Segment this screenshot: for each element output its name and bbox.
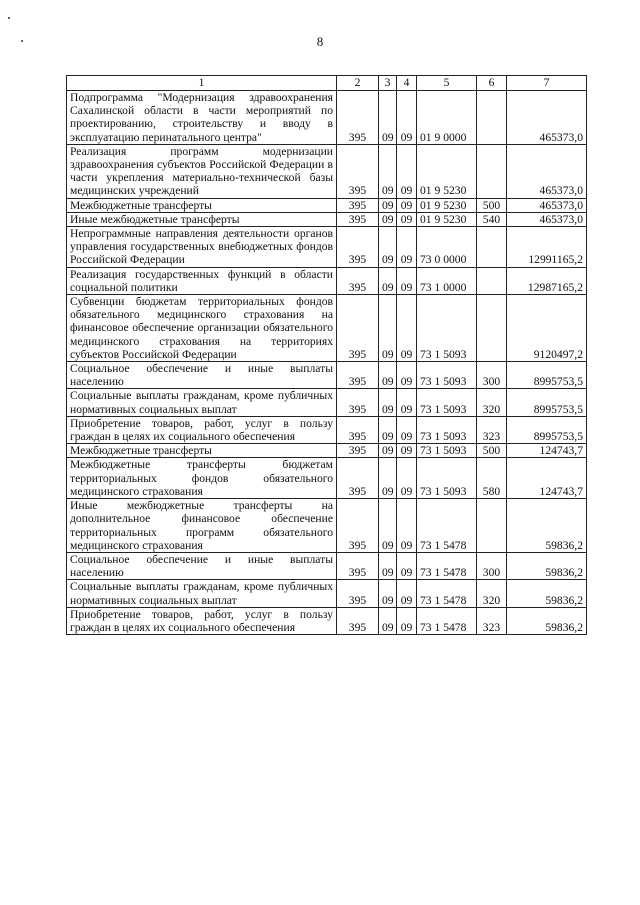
row-amount-cell: 465373,0 <box>507 212 587 226</box>
row-expense-type-cell <box>477 91 507 145</box>
row-expense-type-cell: 500 <box>477 444 507 458</box>
row-amount-cell: 59836,2 <box>507 552 587 579</box>
row-grbs-cell: 395 <box>337 362 379 389</box>
row-name-cell: Иные межбюджетные трансферты <box>67 212 337 226</box>
row-expense-type-cell: 300 <box>477 362 507 389</box>
header-col-4: 4 <box>397 76 417 91</box>
row-section-cell: 09 <box>379 416 397 443</box>
row-expense-type-cell <box>477 295 507 362</box>
row-name-cell: Приобретение товаров, работ, услуг в пользу граждан в целях их социального обеспечения <box>67 416 337 443</box>
row-amount-cell: 8995753,5 <box>507 389 587 416</box>
row-amount-cell: 12991165,2 <box>507 227 587 268</box>
table-row <box>67 389 587 416</box>
row-grbs-cell: 395 <box>337 444 379 458</box>
row-name-cell: Реализация программ модернизации здравоохранения субъектов Российской Федерации в части укрепления материально-технической базы медицинских учреждений <box>67 144 337 198</box>
header-col-6: 6 <box>477 76 507 91</box>
table-row <box>67 295 587 362</box>
row-subsection-cell: 09 <box>397 389 417 416</box>
row-grbs-cell: 395 <box>337 607 379 634</box>
row-grbs-cell: 395 <box>337 458 379 499</box>
row-subsection-cell: 09 <box>397 552 417 579</box>
row-name-cell: Межбюджетные трансферты <box>67 198 337 212</box>
row-amount-cell: 12987165,2 <box>507 267 587 294</box>
row-amount-cell: 465373,0 <box>507 91 587 145</box>
row-amount-cell: 8995753,5 <box>507 416 587 443</box>
row-grbs-cell: 395 <box>337 295 379 362</box>
header-col-2: 2 <box>337 76 379 91</box>
row-subsection-cell: 09 <box>397 499 417 553</box>
row-grbs-cell: 395 <box>337 552 379 579</box>
row-section-cell: 09 <box>379 227 397 268</box>
header-col-5: 5 <box>417 76 477 91</box>
row-target-article-cell: 73 0 0000 <box>417 227 477 268</box>
row-target-article-cell: 73 1 5478 <box>417 607 477 634</box>
row-grbs-cell: 395 <box>337 91 379 145</box>
row-expense-type-cell: 320 <box>477 580 507 607</box>
row-expense-type-cell: 300 <box>477 552 507 579</box>
row-section-cell: 09 <box>379 212 397 226</box>
row-target-article-cell: 01 9 5230 <box>417 212 477 226</box>
row-grbs-cell: 395 <box>337 198 379 212</box>
row-subsection-cell: 09 <box>397 227 417 268</box>
row-target-article-cell: 73 1 5093 <box>417 389 477 416</box>
row-grbs-cell: 395 <box>337 580 379 607</box>
row-grbs-cell: 395 <box>337 227 379 268</box>
table-header-row <box>67 76 587 91</box>
table-row <box>67 91 587 145</box>
row-grbs-cell: 395 <box>337 267 379 294</box>
row-expense-type-cell: 320 <box>477 389 507 416</box>
row-amount-cell: 8995753,5 <box>507 362 587 389</box>
row-amount-cell: 59836,2 <box>507 607 587 634</box>
row-section-cell: 09 <box>379 91 397 145</box>
table-row <box>67 416 587 443</box>
row-grbs-cell: 395 <box>337 212 379 226</box>
row-amount-cell: 124743,7 <box>507 444 587 458</box>
row-target-article-cell: 73 1 5478 <box>417 552 477 579</box>
row-amount-cell: 124743,7 <box>507 458 587 499</box>
row-subsection-cell: 09 <box>397 444 417 458</box>
row-target-article-cell: 73 1 5093 <box>417 295 477 362</box>
row-target-article-cell: 73 1 0000 <box>417 267 477 294</box>
row-grbs-cell: 395 <box>337 499 379 553</box>
row-name-cell: Социальные выплаты гражданам, кроме публичных нормативных социальных выплат <box>67 580 337 607</box>
row-expense-type-cell: 323 <box>477 607 507 634</box>
table-row <box>67 144 587 198</box>
row-amount-cell: 465373,0 <box>507 198 587 212</box>
page-number: 8 <box>316 34 324 49</box>
row-target-article-cell: 73 1 5478 <box>417 580 477 607</box>
table-body <box>67 76 587 635</box>
header-col-7: 7 <box>507 76 587 91</box>
row-target-article-cell: 73 1 5093 <box>417 458 477 499</box>
table-row <box>67 212 587 226</box>
row-section-cell: 09 <box>379 144 397 198</box>
row-expense-type-cell <box>477 499 507 553</box>
table-row <box>67 198 587 212</box>
row-name-cell: Социальное обеспечение и иные выплаты населению <box>67 362 337 389</box>
row-subsection-cell: 09 <box>397 295 417 362</box>
row-target-article-cell: 73 1 5093 <box>417 444 477 458</box>
row-amount-cell: 9120497,2 <box>507 295 587 362</box>
row-target-article-cell: 01 9 5230 <box>417 144 477 198</box>
row-name-cell: Подпрограмма "Модернизация здравоохранения Сахалинской области в части мероприятий по проектированию, строительству и вводу в эксплуатацию перинатального центра" <box>67 91 337 145</box>
row-subsection-cell: 09 <box>397 607 417 634</box>
row-grbs-cell: 395 <box>337 416 379 443</box>
row-grbs-cell: 395 <box>337 144 379 198</box>
row-expense-type-cell <box>477 144 507 198</box>
scan-speck-1 <box>8 17 10 19</box>
row-section-cell: 09 <box>379 607 397 634</box>
row-expense-type-cell: 540 <box>477 212 507 226</box>
row-section-cell: 09 <box>379 458 397 499</box>
row-section-cell: 09 <box>379 295 397 362</box>
row-name-cell: Приобретение товаров, работ, услуг в пользу граждан в целях их социального обеспечения <box>67 607 337 634</box>
header-col-3: 3 <box>379 76 397 91</box>
table-row <box>67 458 587 499</box>
row-subsection-cell: 09 <box>397 362 417 389</box>
table-row <box>67 267 587 294</box>
row-name-cell: Реализация государственных функций в области социальной политики <box>67 267 337 294</box>
row-amount-cell: 465373,0 <box>507 144 587 198</box>
row-target-article-cell: 73 1 5093 <box>417 416 477 443</box>
row-section-cell: 09 <box>379 198 397 212</box>
budget-table <box>66 75 587 635</box>
row-target-article-cell: 01 9 5230 <box>417 198 477 212</box>
row-subsection-cell: 09 <box>397 198 417 212</box>
row-subsection-cell: 09 <box>397 91 417 145</box>
row-section-cell: 09 <box>379 267 397 294</box>
row-target-article-cell: 73 1 5478 <box>417 499 477 553</box>
row-name-cell: Непрограммные направления деятельности органов управления государственных внебюджетных фондов Российской Федерации <box>67 227 337 268</box>
row-section-cell: 09 <box>379 389 397 416</box>
row-section-cell: 09 <box>379 552 397 579</box>
row-amount-cell: 59836,2 <box>507 580 587 607</box>
row-name-cell: Иные межбюджетные трансферты на дополнительное финансовое обеспечение территориальных программ обязательного медицинского страхования <box>67 499 337 553</box>
row-subsection-cell: 09 <box>397 580 417 607</box>
row-name-cell: Субвенции бюджетам территориальных фондов обязательного медицинского страхования на финансовое обеспечение организации обязательного медицинского страхования на территориях субъектов Российской Федерации <box>67 295 337 362</box>
table-row <box>67 362 587 389</box>
row-target-article-cell: 01 9 0000 <box>417 91 477 145</box>
row-expense-type-cell: 580 <box>477 458 507 499</box>
row-section-cell: 09 <box>379 499 397 553</box>
table-row <box>67 499 587 553</box>
row-section-cell: 09 <box>379 444 397 458</box>
row-grbs-cell: 395 <box>337 389 379 416</box>
row-expense-type-cell: 500 <box>477 198 507 212</box>
table-row <box>67 227 587 268</box>
table-row <box>67 444 587 458</box>
row-section-cell: 09 <box>379 362 397 389</box>
row-expense-type-cell <box>477 267 507 294</box>
row-subsection-cell: 09 <box>397 212 417 226</box>
header-col-1: 1 <box>67 76 337 91</box>
row-name-cell: Социальные выплаты гражданам, кроме публичных нормативных социальных выплат <box>67 389 337 416</box>
row-target-article-cell: 73 1 5093 <box>417 362 477 389</box>
table-row <box>67 552 587 579</box>
row-name-cell: Социальное обеспечение и иные выплаты населению <box>67 552 337 579</box>
row-subsection-cell: 09 <box>397 416 417 443</box>
row-name-cell: Межбюджетные трансферты <box>67 444 337 458</box>
row-subsection-cell: 09 <box>397 267 417 294</box>
row-expense-type-cell: 323 <box>477 416 507 443</box>
row-amount-cell: 59836,2 <box>507 499 587 553</box>
row-subsection-cell: 09 <box>397 458 417 499</box>
row-expense-type-cell <box>477 227 507 268</box>
row-name-cell: Межбюджетные трансферты бюджетам территориальных фондов обязательного медицинского страхования <box>67 458 337 499</box>
table-row <box>67 607 587 634</box>
row-section-cell: 09 <box>379 580 397 607</box>
row-subsection-cell: 09 <box>397 144 417 198</box>
table-row <box>67 580 587 607</box>
